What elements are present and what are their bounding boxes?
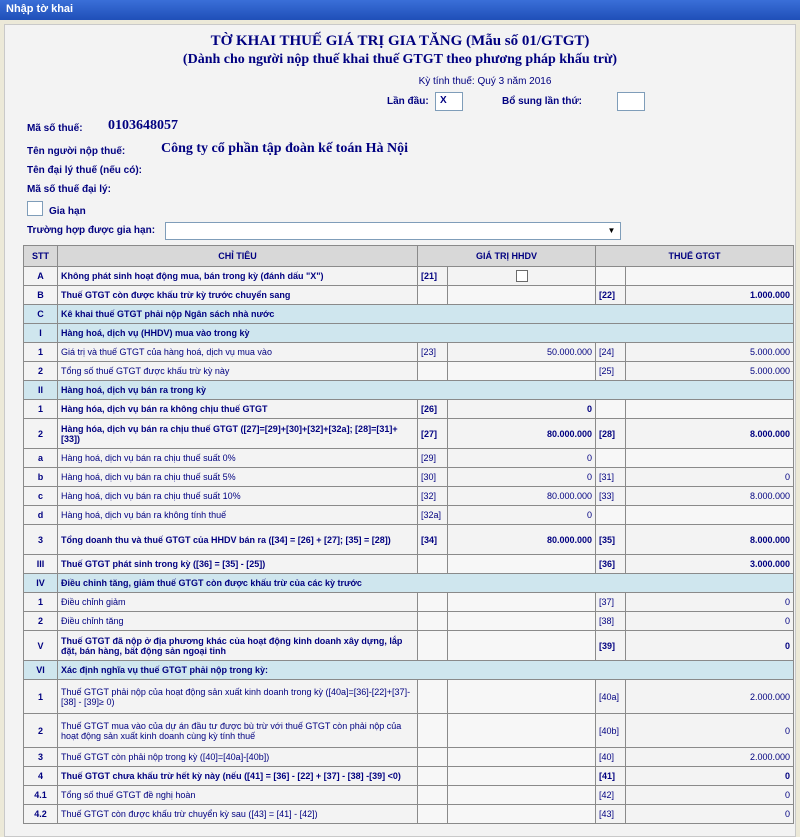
row-label: Thuế GTGT còn được khấu trừ kỳ trước chuyển sang: [58, 286, 418, 305]
row-value-1[interactable]: 50.000.000: [448, 343, 596, 362]
supplement-input[interactable]: [617, 92, 645, 111]
row-code-1: [418, 805, 448, 824]
table-row: [24, 487, 794, 506]
row-value-2[interactable]: 0: [626, 714, 794, 748]
row-code-2: [40a]: [596, 680, 626, 714]
row-code-1: [418, 680, 448, 714]
row-value-2: [626, 267, 794, 286]
table-row: [24, 680, 794, 714]
row-value-1: [448, 767, 596, 786]
row-code-1: [29]: [418, 449, 448, 468]
row-stt: b: [24, 468, 58, 487]
row-label: Điều chỉnh tăng: [58, 612, 418, 631]
row-value-1[interactable]: 80.000.000: [448, 525, 596, 555]
row-label: Giá trị và thuế GTGT của hàng hoá, dịch vụ mua vào: [58, 343, 418, 362]
row-code-2: [596, 449, 626, 468]
row-stt: 2: [24, 714, 58, 748]
row-stt: 1: [24, 343, 58, 362]
form-header: [5, 33, 795, 68]
table-row: [24, 381, 794, 400]
row-label: Hàng hoá, dịch vụ bán ra trong kỳ: [58, 381, 794, 400]
row-stt: 2: [24, 419, 58, 449]
row-value-1: [448, 680, 596, 714]
row-code-1: [26]: [418, 400, 448, 419]
row-stt: III: [24, 555, 58, 574]
row-stt: I: [24, 324, 58, 343]
extension-label: Gia hạn: [49, 206, 86, 217]
row-code-2: [40]: [596, 748, 626, 767]
row-label: Hàng hoá, dịch vụ bán ra không tính thuế: [58, 506, 418, 525]
row-stt: 1: [24, 593, 58, 612]
row-label: Xác định nghĩa vụ thuế GTGT phải nộp trong kỳ:: [58, 661, 794, 680]
row-stt: c: [24, 487, 58, 506]
row-code-1: [418, 786, 448, 805]
row-code-1: [32]: [418, 487, 448, 506]
row-code-1: [34]: [418, 525, 448, 555]
row-stt: 1: [24, 400, 58, 419]
row-value-2: [626, 506, 794, 525]
row-label: Hàng hoá, dịch vụ bán ra chịu thuế suất 5%: [58, 468, 418, 487]
row-code-1: [418, 362, 448, 381]
row-code-2: [37]: [596, 593, 626, 612]
declaration-table: [23, 245, 794, 824]
no-activity-cell: [448, 267, 596, 286]
row-label: Tổng số thuế GTGT đề nghị hoàn: [58, 786, 418, 805]
taxpayer-name-label: Tên người nộp thuế:: [27, 146, 126, 157]
tax-agent-label: Tên đại lý thuế (nếu có):: [27, 165, 143, 176]
row-label: Điều chỉnh giảm: [58, 593, 418, 612]
extension-case-select[interactable]: [165, 222, 621, 240]
table-row: [24, 574, 794, 593]
row-value-1[interactable]: 0: [448, 506, 596, 525]
row-value-1: [448, 362, 596, 381]
form-title: TỜ KHAI THUẾ GIÁ TRỊ GIA TĂNG (Mẫu số 01/GTGT): [210, 33, 590, 49]
table-row: [24, 468, 794, 487]
table-header: [24, 246, 794, 267]
chevron-down-icon[interactable]: ▼: [607, 226, 616, 235]
row-stt: A: [24, 267, 58, 286]
first-time-input[interactable]: X: [435, 92, 463, 111]
row-label: Kê khai thuế GTGT phải nộp Ngân sách nhà nước: [58, 305, 794, 324]
row-code-2: [25]: [596, 362, 626, 381]
row-label: Hàng hóa, dịch vụ bán ra chịu thuế GTGT ([27]=[29]+[30]+[32]+[32a]; [28]=[31]+[33]): [58, 419, 418, 449]
table-row: [24, 305, 794, 324]
no-activity-checkbox[interactable]: [516, 270, 528, 282]
row-value-2[interactable]: 0: [626, 805, 794, 824]
row-code-1: [30]: [418, 468, 448, 487]
tax-form: [4, 24, 796, 837]
row-value-1: [448, 805, 596, 824]
row-stt: 1: [24, 680, 58, 714]
row-label: Thuế GTGT còn phải nộp trong kỳ ([40]=[40a]-[40b]): [58, 748, 418, 767]
tax-agent-code-label: Mã số thuế đại lý:: [27, 184, 111, 195]
row-code-2: [596, 267, 626, 286]
row-code-1: [418, 714, 448, 748]
row-label: Thuế GTGT phát sinh trong kỳ ([36] = [35] - [25]): [58, 555, 418, 574]
row-value-1[interactable]: 0: [448, 468, 596, 487]
row-stt: 2: [24, 362, 58, 381]
row-label: Không phát sinh hoạt động mua, bán trong kỳ (đánh dấu "X"): [58, 267, 418, 286]
row-stt: d: [24, 506, 58, 525]
row-value-2[interactable]: 1.000.000: [626, 286, 794, 305]
row-label: Hàng hoá, dịch vụ bán ra chịu thuế suất 0%: [58, 449, 418, 468]
row-stt: V: [24, 631, 58, 661]
row-stt: IV: [24, 574, 58, 593]
row-label: Hàng hoá, dịch vụ bán ra chịu thuế suất 10%: [58, 487, 418, 506]
row-label: Hàng hóa, dịch vụ bán ra không chịu thuế GTGT: [58, 400, 418, 419]
row-value-1[interactable]: 80.000.000: [448, 487, 596, 506]
row-code-1: [418, 748, 448, 767]
row-code-2: [596, 506, 626, 525]
row-code-1: [418, 631, 448, 661]
tax-code-label: Mã số thuế:: [27, 123, 83, 134]
table-row: [24, 786, 794, 805]
row-value-2[interactable]: 3.000.000: [626, 555, 794, 574]
row-label: Thuế GTGT mua vào của dự án đầu tư được bù trừ với thuế GTGT còn phải nộp của hoạt động sản xuất kinh doanh cùng kỳ tính thuế: [58, 714, 418, 748]
table-row: [24, 400, 794, 419]
table-row: [24, 555, 794, 574]
row-label: Thuế GTGT chưa khấu trừ hết kỳ này (nếu ([41] = [36] - [22] + [37] - [38] -[39] <0): [58, 767, 418, 786]
row-value-2: [626, 449, 794, 468]
row-value-2[interactable]: 0: [626, 612, 794, 631]
row-value-2[interactable]: 0: [626, 593, 794, 612]
tax-period: Kỳ tính thuế: Quý 3 năm 2016: [418, 76, 552, 87]
row-code-2: [43]: [596, 805, 626, 824]
supplement-label: Bổ sung lần thứ:: [502, 96, 583, 107]
row-value-1: [448, 748, 596, 767]
table-row: [24, 343, 794, 362]
row-value-2[interactable]: 2.000.000: [626, 748, 794, 767]
row-value-2[interactable]: 5.000.000: [626, 362, 794, 381]
table-row: [24, 612, 794, 631]
row-code-2: [31]: [596, 468, 626, 487]
table-row: [24, 362, 794, 381]
row-value-2[interactable]: 0: [626, 631, 794, 661]
table-row: [24, 419, 794, 449]
table-row: [24, 661, 794, 680]
row-label: Tổng doanh thu và thuế GTGT của HHDV bán ra ([34] = [26] + [27]; [35] = [28]): [58, 525, 418, 555]
table-row: [24, 286, 794, 305]
row-value-1: [448, 555, 596, 574]
row-label: Tổng số thuế GTGT được khấu trừ kỳ này: [58, 362, 418, 381]
row-stt: II: [24, 381, 58, 400]
row-value-2: [626, 400, 794, 419]
col-goods-value: GIÁ TRỊ HHDV: [418, 246, 596, 267]
row-stt: 4: [24, 767, 58, 786]
row-stt: B: [24, 286, 58, 305]
row-code-2: [42]: [596, 786, 626, 805]
row-value-1: [448, 714, 596, 748]
row-value-1: [448, 786, 596, 805]
row-stt: C: [24, 305, 58, 324]
form-subtitle: (Dành cho người nộp thuế khai thuế GTGT theo phương pháp khấu trừ): [182, 52, 618, 67]
row-value-2[interactable]: 0: [626, 468, 794, 487]
row-label: Điều chỉnh tăng, giảm thuế GTGT còn được khấu trừ của các kỳ trước: [58, 574, 794, 593]
table-row: [24, 748, 794, 767]
row-value-2[interactable]: 0: [626, 786, 794, 805]
row-value-1: [448, 593, 596, 612]
row-code-1: [21]: [418, 267, 448, 286]
row-value-1: [448, 631, 596, 661]
row-code-2: [24]: [596, 343, 626, 362]
tax-code-value: 0103648057: [108, 118, 178, 133]
row-code-2: [38]: [596, 612, 626, 631]
table-row: [24, 593, 794, 612]
row-code-1: [418, 555, 448, 574]
row-code-2: [35]: [596, 525, 626, 555]
first-time-label: Lần đầu:: [387, 96, 429, 107]
row-code-2: [41]: [596, 767, 626, 786]
table-row: [24, 267, 794, 286]
table-row: [24, 714, 794, 748]
row-label: Thuế GTGT còn được khấu trừ chuyển kỳ sau ([43] = [41] - [42]): [58, 805, 418, 824]
row-stt: 3: [24, 525, 58, 555]
row-value-2[interactable]: 8.000.000: [626, 419, 794, 449]
extension-checkbox[interactable]: [27, 201, 43, 216]
row-code-2: [22]: [596, 286, 626, 305]
row-value-2[interactable]: 5.000.000: [626, 343, 794, 362]
col-indicator: CHỈ TIÊU: [58, 246, 418, 267]
col-vat: THUẾ GTGT: [596, 246, 794, 267]
row-code-1: [32a]: [418, 506, 448, 525]
row-code-2: [33]: [596, 487, 626, 506]
table-row: [24, 631, 794, 661]
row-value-2[interactable]: 8.000.000: [626, 487, 794, 506]
table-row: [24, 767, 794, 786]
row-code-1: [418, 286, 448, 305]
row-stt: VI: [24, 661, 58, 680]
table-row: [24, 506, 794, 525]
row-code-2: [36]: [596, 555, 626, 574]
row-code-2: [28]: [596, 419, 626, 449]
row-value-1: [448, 612, 596, 631]
row-value-2[interactable]: 8.000.000: [626, 525, 794, 555]
row-value-2[interactable]: 0: [626, 767, 794, 786]
row-value-1[interactable]: 0: [448, 400, 596, 419]
row-code-2: [40b]: [596, 714, 626, 748]
row-code-1: [418, 767, 448, 786]
row-label: Thuế GTGT phải nộp của hoạt động sản xuất kinh doanh trong kỳ ([40a]=[36]-[22]+[37]-[38] - [39]≥ 0): [58, 680, 418, 714]
row-code-1: [418, 593, 448, 612]
row-code-1: [27]: [418, 419, 448, 449]
row-label: Hàng hoá, dịch vụ (HHDV) mua vào trong kỳ: [58, 324, 794, 343]
row-stt: 4.2: [24, 805, 58, 824]
row-value-1[interactable]: 80.000.000: [448, 419, 596, 449]
table-row: [24, 525, 794, 555]
row-code-1: [23]: [418, 343, 448, 362]
window-title: Nhập tờ khai: [0, 0, 800, 20]
row-stt: 2: [24, 612, 58, 631]
row-stt: a: [24, 449, 58, 468]
table-row: [24, 449, 794, 468]
row-label: Thuế GTGT đã nộp ở địa phương khác của hoạt động kinh doanh xây dựng, lắp đặt, bán hàng, bất động sản ngoại tỉnh: [58, 631, 418, 661]
col-stt: STT: [24, 246, 58, 267]
row-code-2: [596, 400, 626, 419]
taxpayer-name-value: Công ty cổ phần tập đoàn kế toán Hà Nội: [161, 141, 408, 156]
extension-case-label: Trường hợp được gia hạn:: [27, 225, 156, 236]
row-code-2: [39]: [596, 631, 626, 661]
row-value-1: [448, 286, 596, 305]
row-value-2[interactable]: 2.000.000: [626, 680, 794, 714]
table-row: [24, 324, 794, 343]
row-stt: 3: [24, 748, 58, 767]
row-value-1[interactable]: 0: [448, 449, 596, 468]
row-stt: 4.1: [24, 786, 58, 805]
row-code-1: [418, 612, 448, 631]
table-row: [24, 805, 794, 824]
